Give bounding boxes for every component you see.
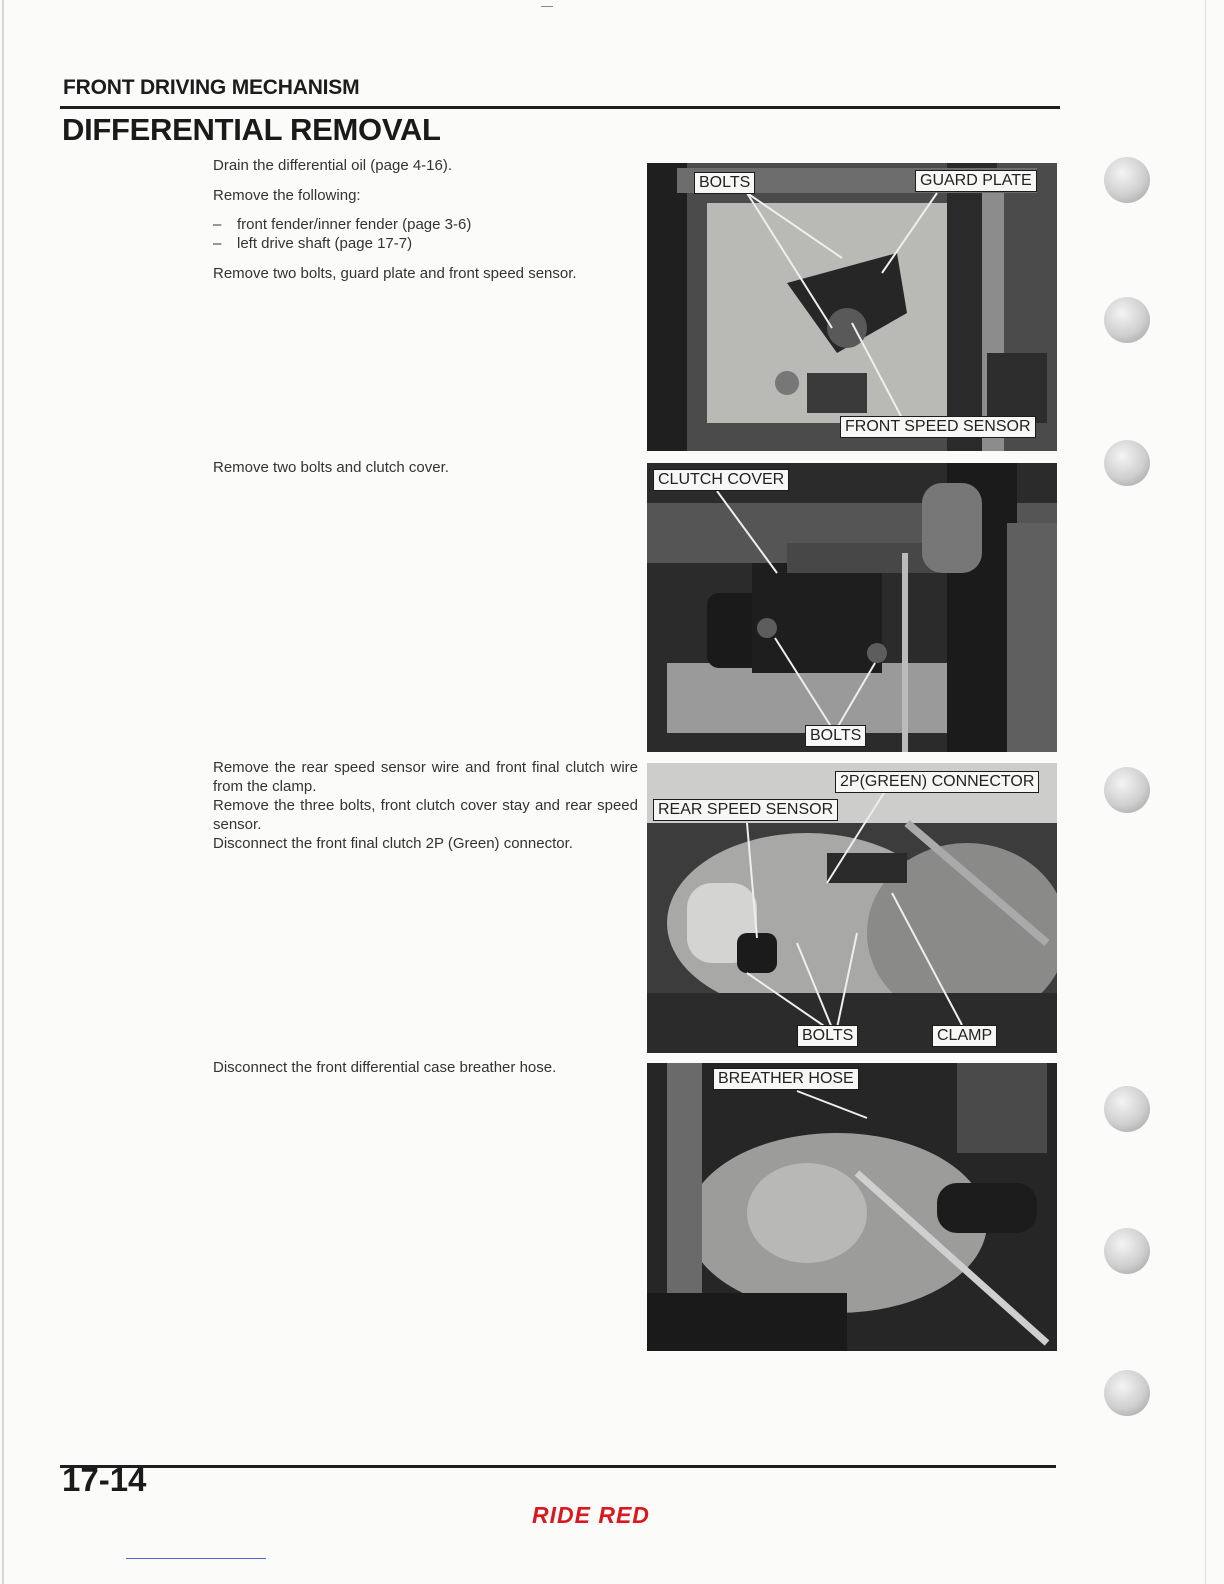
label-bolts: BOLTS	[797, 1025, 858, 1047]
photo-rear-speed-sensor	[647, 763, 1057, 1053]
label-front-speed-sensor: FRONT SPEED SENSOR	[840, 416, 1036, 438]
label-clutch-cover: CLUTCH COVER	[653, 469, 789, 491]
photo-clutch-cover	[647, 463, 1057, 752]
index-tab	[1104, 1228, 1150, 1274]
label-bolts: BOLTS	[805, 725, 866, 747]
step2-text: Remove two bolts and clutch cover.	[213, 459, 449, 476]
label-breather-hose: BREATHER HOSE	[713, 1068, 859, 1090]
photo-breather-hose	[647, 1063, 1057, 1351]
photo-clutch-cover-image	[647, 463, 1057, 752]
label-2p-green-connector: 2P(GREEN) CONNECTOR	[835, 771, 1039, 793]
photo-guard-plate-image	[647, 163, 1057, 451]
index-tab	[1104, 157, 1150, 203]
footer-link-line	[126, 1558, 266, 1559]
index-tab	[1104, 1086, 1150, 1132]
page-heading: DIFFERENTIAL REMOVAL	[62, 112, 441, 147]
step3-text: Remove the rear speed sensor wire and front final clutch wire from the clamp. Remove the three bolts, front clutch cover stay and rear speed sensor. Disconnect the front final clutch 2P (Green) connector.	[213, 759, 638, 852]
section-title: FRONT DRIVING MECHANISM	[63, 76, 360, 99]
page-edge-right	[1205, 0, 1206, 1584]
step4-text: Disconnect the front differential case breather hose.	[213, 1059, 557, 1076]
bullet-item: – front fender/inner fender (page 3-6)	[213, 216, 472, 233]
index-tab	[1104, 440, 1150, 486]
page-number: 17-14	[62, 1461, 147, 1498]
step1-drain-text: Drain the differential oil (page 4-16).	[213, 157, 453, 174]
bullet-item: – left drive shaft (page 17-7)	[213, 235, 413, 252]
photo-guard-plate	[647, 163, 1057, 451]
index-tab	[1104, 1370, 1150, 1416]
scan-mark	[541, 6, 553, 7]
label-clamp: CLAMP	[932, 1025, 997, 1047]
index-tab	[1104, 297, 1150, 343]
page-edge-left	[2, 0, 4, 1584]
footer-rule	[60, 1465, 1056, 1468]
label-rear-speed-sensor: REAR SPEED SENSOR	[653, 799, 838, 821]
step1-remove-bolts-text: Remove two bolts, guard plate and front speed sensor.	[213, 265, 577, 282]
step1-remove-following: Remove the following:	[213, 187, 361, 204]
header-rule	[60, 106, 1060, 109]
index-tab	[1104, 767, 1150, 813]
photo-breather-hose-image	[647, 1063, 1057, 1351]
brand-logo: RIDE RED	[532, 1502, 650, 1528]
label-guard-plate: GUARD PLATE	[915, 170, 1037, 192]
label-bolts: BOLTS	[694, 172, 755, 194]
